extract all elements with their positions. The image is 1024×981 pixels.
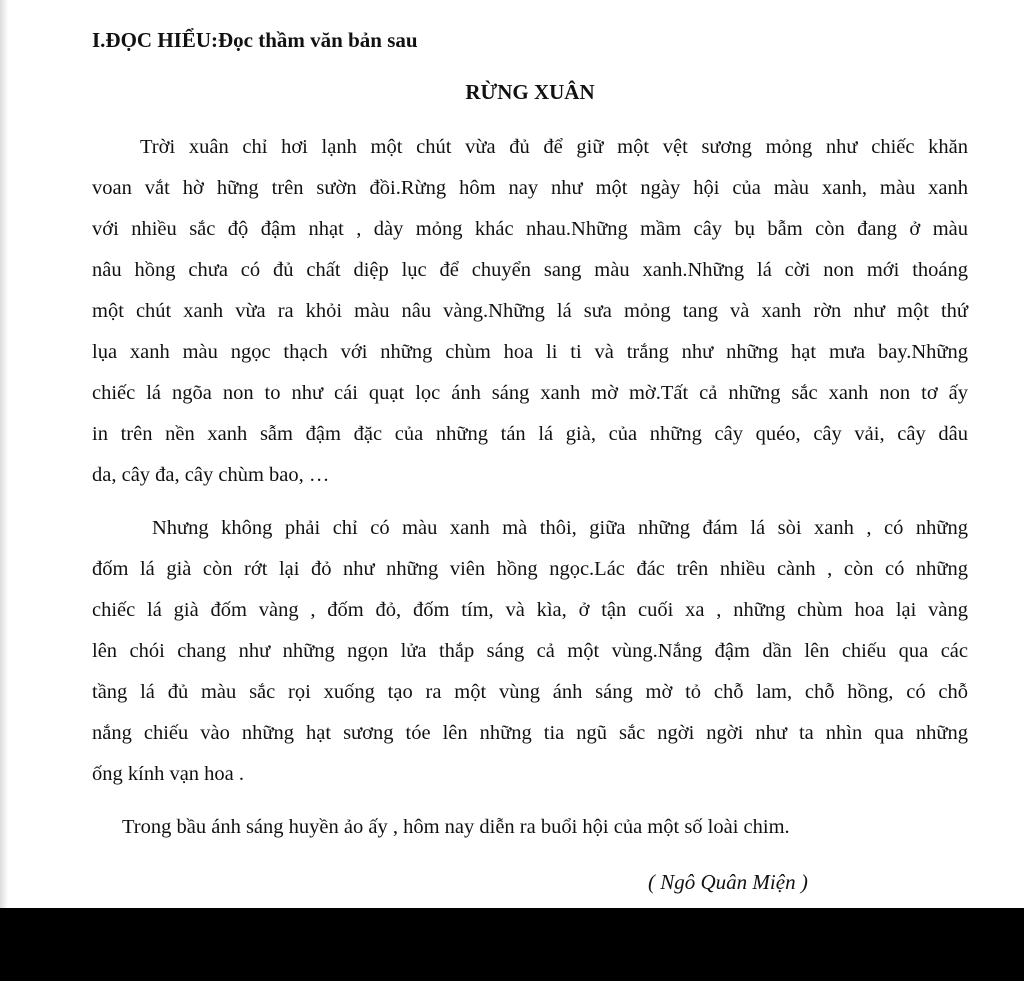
section-heading: I.ĐỌC HIỂU:Đọc thầm văn bản sau (92, 28, 418, 52)
text-line: da, cây đa, cây chùm bao, … (92, 464, 330, 486)
text-line: voan vắt hờ hững trên sườn đồi.Rừng hôm nay như một ngày hội của màu xanh, màu xanh (92, 177, 968, 199)
text-line: với nhiều sắc độ đậm nhạt , dày mỏng khác nhau.Những mầm cây bụ bẫm còn đang ở màu (92, 218, 968, 240)
text-line: ống kính vạn hoa . (92, 763, 245, 785)
text-line: chiếc lá ngõa non to như cái quạt lọc ánh sáng xanh mờ mờ.Tất cả những sắc xanh non tơ ấy (92, 382, 968, 404)
text-line: chiếc lá già đốm vàng , đốm đỏ, đốm tím, và kìa, ở tận cuối xa , những chùm hoa lại vàng (92, 599, 968, 621)
author-credit: ( Ngô Quân Miện ) (648, 870, 808, 894)
text-line: Nhưng không phải chỉ có màu xanh mà thôi, giữa những đám lá sòi xanh , có những (152, 517, 968, 539)
text-line: nâu hồng chưa có đủ chất diệp lục để chuyển sang màu xanh.Những lá cời non mới thoáng (92, 259, 968, 281)
poem-title: RỪNG XUÂN (465, 80, 595, 104)
text-line: đốm lá già còn rớt lại đỏ như những viên hồng ngọc.Lác đác trên nhiều cành , còn có những (92, 558, 968, 580)
text-line: lụa xanh màu ngọc thạch với những chùm hoa li ti và trắng như những hạt mưa bay.Những (92, 341, 968, 363)
text-line: in trên nền xanh sẫm đậm đặc của những tán lá già, của những cây quéo, cây vải, cây dâu (92, 423, 968, 445)
text-line: nắng chiếu vào những hạt sương tóe lên những tia ngũ sắc ngời ngời như ta nhìn qua những (92, 722, 968, 744)
page-edge-shadow (0, 0, 8, 908)
paragraph-3: Trong bầu ánh sáng huyền ảo ấy , hôm nay diễn ra buổi hội của một số loài chim. (122, 816, 790, 838)
screen-black-band (0, 908, 1024, 981)
text-line: lên chói chang như những ngọn lửa thắp sáng cả một vùng.Nắng đậm dần lên chiếu qua các (92, 640, 968, 662)
text-line: một chút xanh vừa ra khỏi màu nâu vàng.Những lá sưa mỏng tang và xanh rờn như một thứ (92, 300, 968, 322)
text-line: Trời xuân chỉ hơi lạnh một chút vừa đủ để giữ một vệt sương mỏng như chiếc khăn (140, 136, 968, 158)
text-line: tầng lá đủ màu sắc rọi xuống tạo ra một vùng ánh sáng mờ tỏ chỗ lam, chỗ hồng, có chỗ (92, 681, 968, 703)
